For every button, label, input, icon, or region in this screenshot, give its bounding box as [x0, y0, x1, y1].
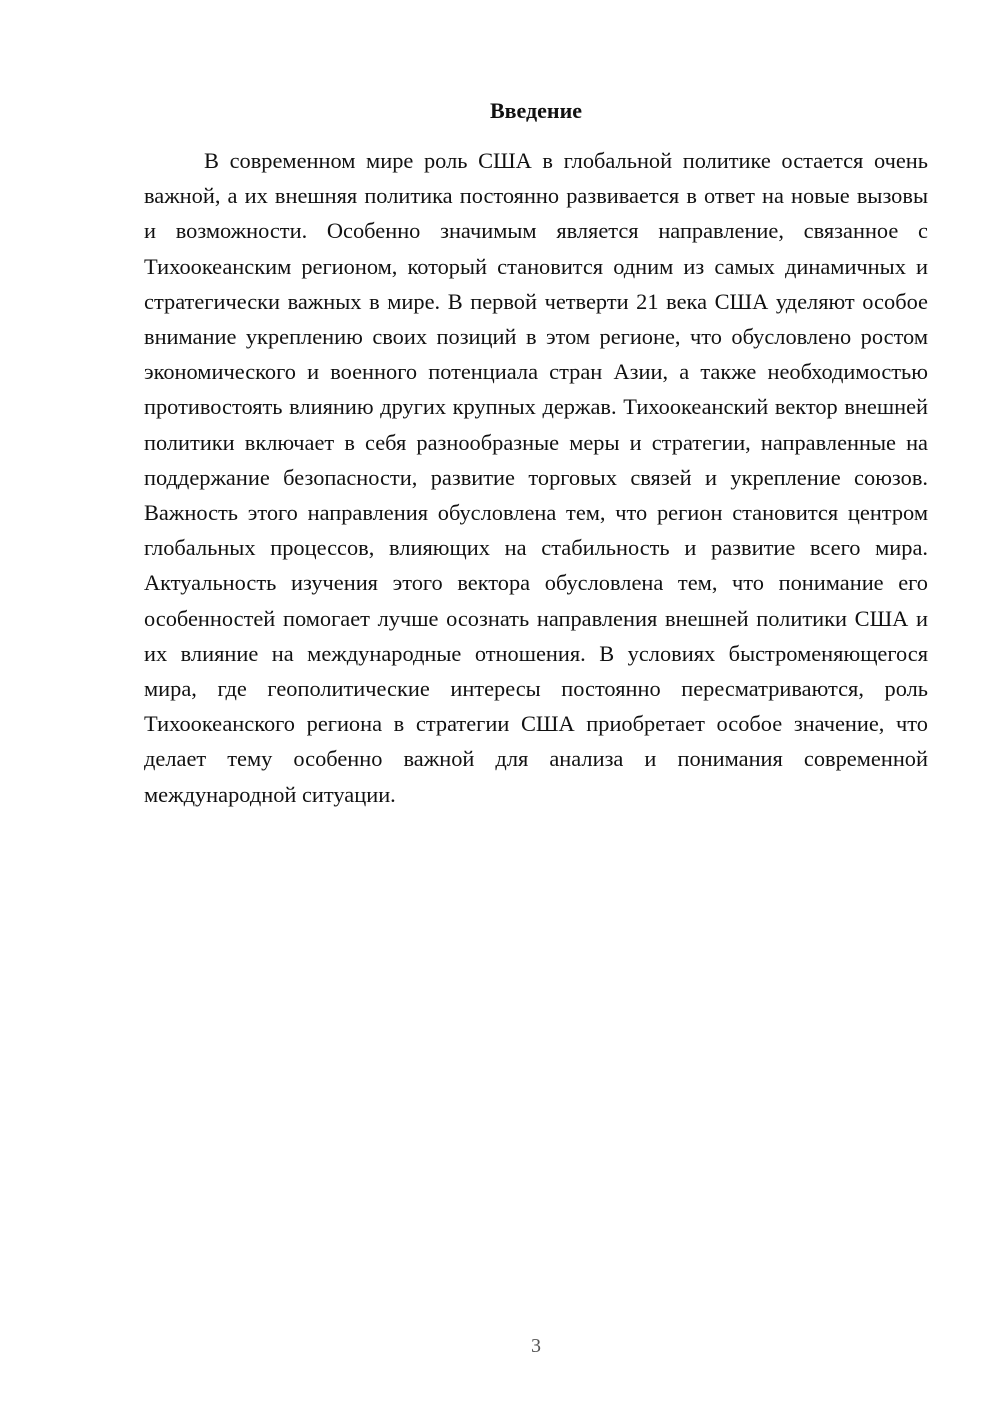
page-number: 3 — [531, 1335, 541, 1357]
page-title: Введение — [489, 98, 583, 123]
body-paragraph: В современном мире роль США в глобальной политике остается очень важной, а их внешняя политика постоянно развивается в ответ на новые вызовы и возможности. Особенно значимым является направление, связанное с Тихоокеанским регионом, который становится одним из самых динамичных и стратегически важных в мире. В первой четверти 21 века США уделяют особое внимание укреплению своих позиций в этом регионе, что обусловлено ростом экономического и военного потенциала стран Азии, а также необходимостью противостоять влиянию других крупных держав. Тихоокеанский вектор внешней политики включает в себя разнообразные меры и стратегии, направленные на поддержание безопасности, развитие торговых связей и укрепление союзов. Важность этого направления обусловлена тем, что регион становится центром глобальных процессов, влияющих на стабильность и развитие всего мира. Актуальность изучения этого вектора обусловлена тем, что понимание его особенностей помогает лучше осознать направления внешней политики США и их влияние на международные отношения. В условиях быстроменяющегося мира, где геополитические интересы постоянно пересматриваются, роль Тихоокеанского региона в стратегии США приобретает особое значение, что делает тему особенно важной для анализа и понимания современной международной ситуации. — [144, 148, 928, 807]
